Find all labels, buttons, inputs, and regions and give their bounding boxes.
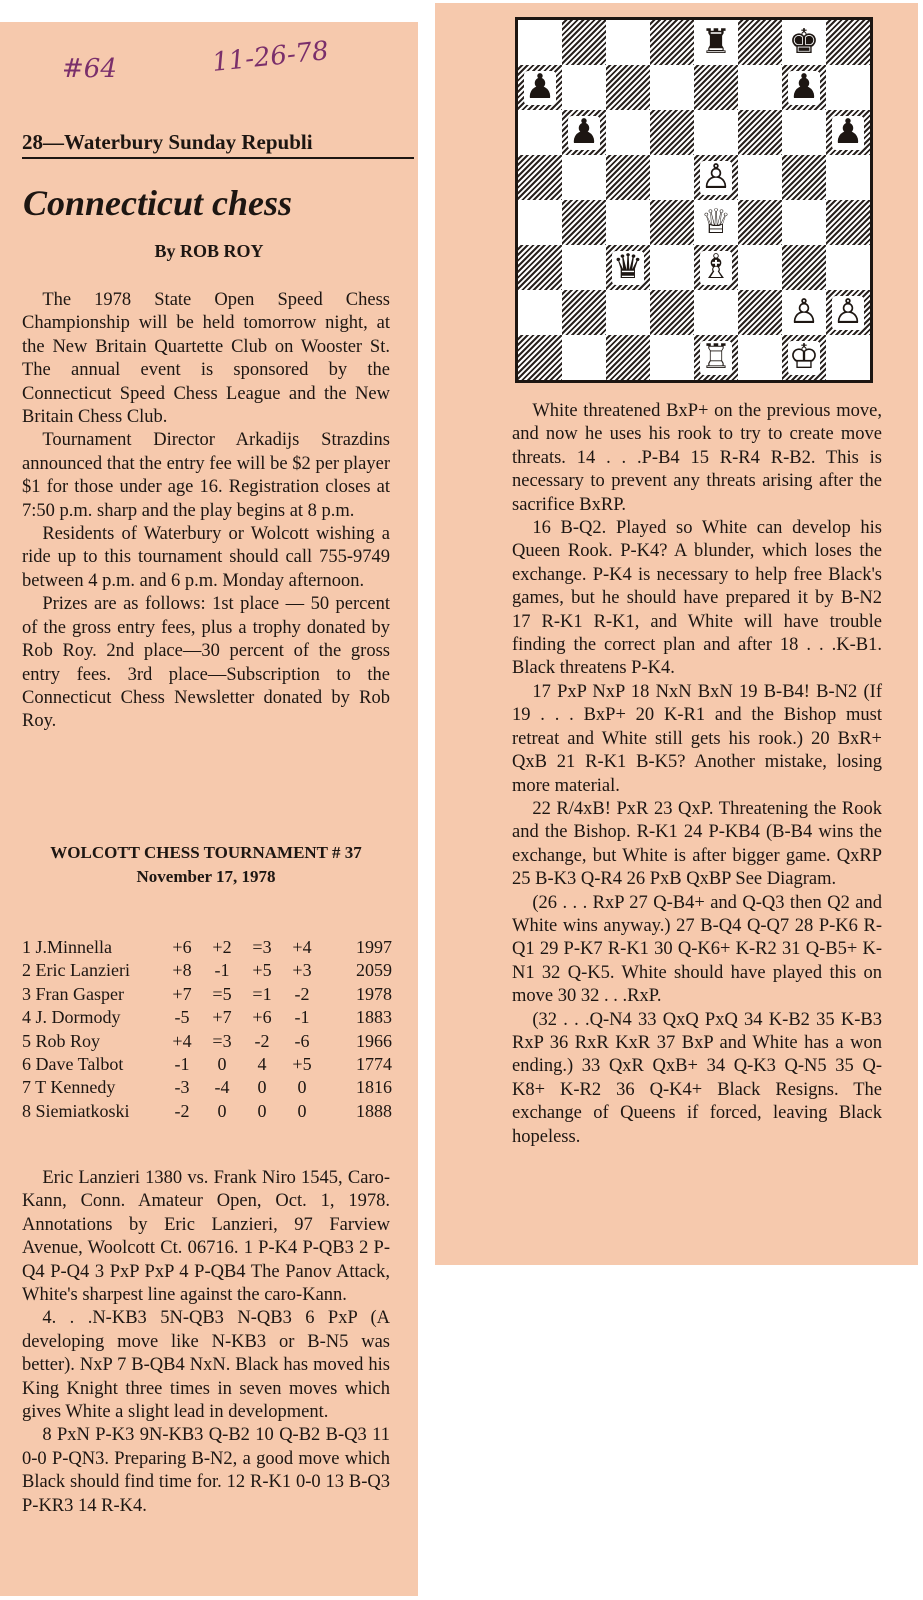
standings-name: 1 J.Minnella <box>22 937 112 957</box>
standings-r2: +7 <box>212 1007 232 1028</box>
board-square <box>782 110 826 155</box>
intro-paragraph: Tournament Director Arkadijs Strazdins announced that the entry fee will be $2 per player $1 for those under age 16. Registration closes at 7:50 p.m. sharp and the play begins at 8 p.m. <box>22 430 390 521</box>
standings-r4: -2 <box>294 983 310 1004</box>
board-square <box>606 200 650 245</box>
standings-row <box>22 1100 392 1123</box>
board-square <box>738 200 782 245</box>
standings-r3: =1 <box>252 983 272 1004</box>
board-square <box>650 20 694 65</box>
article-byline: By ROB ROY <box>154 241 264 261</box>
board-square <box>694 110 738 155</box>
newspaper-dateline: 28—Waterbury Sunday Republi <box>22 130 414 159</box>
board-square <box>738 110 782 155</box>
standings-r3: +6 <box>252 1007 272 1028</box>
standings-r3: 0 <box>257 1100 267 1121</box>
standings-r3: -2 <box>254 1030 270 1051</box>
board-square <box>782 65 826 110</box>
standings-r2: =5 <box>212 983 232 1004</box>
board-square <box>650 290 694 335</box>
board-square <box>562 335 606 380</box>
standings-r4: +4 <box>292 937 312 957</box>
standings-r4: -6 <box>294 1030 310 1051</box>
tournament-title: WOLCOTT CHESS TOURNAMENT # 37 <box>50 843 362 862</box>
board-square <box>562 155 606 200</box>
standings-rating: 2059 <box>356 960 392 981</box>
standings-row <box>22 983 392 1006</box>
board-square <box>518 110 562 155</box>
board-square <box>694 20 738 65</box>
board-square <box>518 245 562 290</box>
article-headline: Connecticut chess <box>23 183 293 223</box>
standings-rating: 1997 <box>356 937 392 957</box>
board-square <box>782 155 826 200</box>
board-square <box>650 110 694 155</box>
board-square <box>562 110 606 155</box>
board-square <box>562 20 606 65</box>
game-notes <box>22 1167 390 1518</box>
standings-r1: -2 <box>174 1100 190 1121</box>
standings-r1: -1 <box>174 1054 190 1075</box>
chess-piece: ♟ <box>568 113 600 151</box>
standings-r3: 0 <box>257 1077 267 1098</box>
board-square <box>826 65 870 110</box>
board-square <box>694 65 738 110</box>
standings-name: 6 Dave Talbot <box>22 1054 124 1075</box>
standings-r2: -1 <box>214 960 230 981</box>
annotation-paragraph: 16 B-Q2. Played so White can develop his Queen Rook. P-K4? A blunder, which loses the exchange. P-K4 is necessary to help free Black's games, but he should have prepared it by B-N2 17 R-K1 R-K1, and White will have trouble finding the correct plan and after 18 . . .K-B1. Black threatens P-K4. <box>512 518 882 679</box>
handwritten-date: 11-26-78 <box>210 35 331 79</box>
board-square <box>826 155 870 200</box>
board-square <box>606 245 650 290</box>
standings-r2: 0 <box>217 1100 227 1121</box>
standings-r3: =3 <box>252 937 272 957</box>
standings-r2: 0 <box>217 1054 227 1075</box>
board-square <box>650 245 694 290</box>
chess-piece: ♙ <box>700 158 732 196</box>
standings-rating: 1774 <box>356 1054 392 1075</box>
intro-paragraph: Prizes are as follows: 1st place — 50 percent of the gross entry fees, plus a trophy donated by Rob Roy. 2nd place—30 percent of the gross entry fees. 3rd place—Subscription to the Connecticut Chess Newsletter donated by Rob Roy. <box>22 594 390 732</box>
board-square <box>694 245 738 290</box>
board-square <box>694 290 738 335</box>
annotation-paragraph: 22 R/4xB! PxR 23 QxP. Threatening the Rook and the Bishop. R-K1 24 P-KB4 (B-B4 wins the exchange, but White is after bigger game. QxRP 25 B-K3 Q-R4 26 PxB QxBP See Diagram. <box>512 798 882 890</box>
chess-piece: ♙ <box>832 293 864 331</box>
standings-name: 7 T Kennedy <box>22 1077 116 1098</box>
board-square <box>650 335 694 380</box>
standings-rating: 1966 <box>356 1030 392 1051</box>
board-square <box>782 20 826 65</box>
chess-piece: ♖ <box>700 338 732 376</box>
board-square <box>826 245 870 290</box>
board-square <box>738 155 782 200</box>
board-square <box>826 335 870 380</box>
standings-name: 4 J. Dormody <box>22 1007 121 1028</box>
board-square <box>738 335 782 380</box>
intro-paragraph: Residents of Waterbury or Wolcott wishing a ride up to this tournament should call 755-9749 between 4 p.m. and 6 p.m. Monday afternoon. <box>22 524 390 591</box>
board-square <box>738 290 782 335</box>
board-square <box>782 290 826 335</box>
standings-row <box>22 1006 392 1029</box>
board-square <box>518 200 562 245</box>
board-square <box>606 335 650 380</box>
board-square <box>606 155 650 200</box>
board-square <box>650 155 694 200</box>
chess-piece: ♗ <box>700 248 732 286</box>
standings-r4: +5 <box>292 1054 312 1075</box>
board-square <box>518 20 562 65</box>
board-square <box>562 290 606 335</box>
board-square <box>694 335 738 380</box>
standings-r4: +3 <box>292 960 312 981</box>
chess-piece: ♟ <box>524 68 556 106</box>
board-square <box>782 335 826 380</box>
board-square <box>738 20 782 65</box>
annotation-paragraph: (32 . . .Q-N4 33 QxQ PxQ 34 K-B2 35 K-B3 RxP 36 RxR KxR 37 BxP and White has a won ending.) 33 QxR QxB+ 34 Q-K3 Q-N5 35 Q-K8+ K-R2 36 Q-K4+ Black Resigns. The exchange of Queens if forced, leaving Black hopeless. <box>512 1009 882 1147</box>
standings-r1: +7 <box>172 983 192 1004</box>
board-square <box>826 110 870 155</box>
game-paragraph: 4. . .N-KB3 5N-QB3 N-QB3 6 PxP (A developing move like N-KB3 or B-N5 was better). NxP 7 B-QB4 NxN. Black has moved his King Knight three times in seven moves which gives White a slight lead in development. <box>22 1308 390 1423</box>
standings-r3: 4 <box>257 1054 267 1075</box>
board-square <box>518 290 562 335</box>
standings-row <box>22 936 392 959</box>
standings-r1: +8 <box>172 960 192 981</box>
standings-r2: +2 <box>212 937 232 957</box>
game-paragraph: Eric Lanzieri 1380 vs. Frank Niro 1545, Caro-Kann, Conn. Amateur Open, Oct. 1, 1978. Annotations by Eric Lanzieri, 97 Farview Avenue, Woolcott Ct. 06716. 1 P-K4 P-QB3 2 P-Q4 P-Q4 3 PxP PxP 4 P-QB4 The Panov Attack, White's sharpest line against the caro-Kann. <box>22 1168 390 1306</box>
intro-paragraph: The 1978 State Open Speed Chess Championship will be held tomorrow night, at the New Britain Quartette Club on Wooster St. The annual event is sponsored by the Connecticut Speed Chess League and the New Britain Chess Club. <box>22 290 390 428</box>
standings-r4: 0 <box>297 1100 307 1121</box>
standings-rating: 1888 <box>356 1100 392 1121</box>
chess-piece: ♕ <box>700 203 732 241</box>
annotation-paragraph: (26 . . . RxP 27 Q-B4+ and Q-Q3 then Q2 and White wins anyway.) 27 B-Q4 Q-Q7 28 P-K6 R-Q1 29 P-K7 R-K1 30 Q-K6+ K-R2 31 Q-B5+ K-N1 32 Q-K5. White should have played this on move 30 32 . . .RxP. <box>512 892 882 1007</box>
chess-diagram <box>515 17 873 383</box>
standings-r1: -5 <box>174 1007 190 1028</box>
standings-rating: 1816 <box>356 1077 392 1098</box>
chess-piece: ♟ <box>832 113 864 151</box>
standings-rating: 1978 <box>356 983 392 1004</box>
standings-r1: -3 <box>174 1077 190 1098</box>
standings-name: 5 Rob Roy <box>22 1030 101 1051</box>
standings-rating: 1883 <box>356 1007 392 1028</box>
board-square <box>694 200 738 245</box>
board-square <box>738 245 782 290</box>
board-square <box>782 245 826 290</box>
standings-row <box>22 959 392 982</box>
board-square <box>606 110 650 155</box>
board-square <box>694 155 738 200</box>
board-square <box>562 245 606 290</box>
handwritten-number: #64 <box>62 54 117 84</box>
standings-table <box>22 936 392 1123</box>
board-square <box>782 200 826 245</box>
board-square <box>562 200 606 245</box>
standings-r4: 0 <box>297 1077 307 1098</box>
standings-name: 3 Fran Gasper <box>22 983 124 1004</box>
chess-piece: ♜ <box>700 23 732 61</box>
board-square <box>518 155 562 200</box>
chess-piece: ♔ <box>788 338 820 376</box>
standings-row <box>22 1076 392 1099</box>
board-square <box>650 65 694 110</box>
board-square <box>606 20 650 65</box>
game-paragraph: 8 PxN P-K3 9N-KB3 Q-B2 10 Q-B2 B-Q3 11 0-0 P-QN3. Preparing B-N2, a good move which Black should find time for. 12 R-K1 0-0 13 B-Q3 P-KR3 14 R-K4. <box>22 1425 390 1516</box>
standings-r2: =3 <box>212 1030 232 1051</box>
tournament-date: November 17, 1978 <box>136 867 276 886</box>
board-square <box>562 65 606 110</box>
annotation-paragraph: 17 PxP NxP 18 NxN BxN 19 B-B4! B-N2 (If 19 . . . BxP+ 20 K-R1 and the Bishop must retreat and White still gets his rook.) 20 BxR+ QxB 21 R-K1 B-K5? Another mistake, losing more material. <box>512 681 882 796</box>
chess-piece: ♛ <box>612 248 644 286</box>
standings-row <box>22 1030 392 1053</box>
standings-r1: +6 <box>172 937 192 957</box>
standings-r2: -4 <box>214 1077 230 1098</box>
board-square <box>826 290 870 335</box>
standings-r1: +4 <box>172 1030 192 1051</box>
board-square <box>826 200 870 245</box>
standings-name: 2 Eric Lanzieri <box>22 960 130 981</box>
board-square <box>606 65 650 110</box>
board-square <box>518 335 562 380</box>
standings-r4: -1 <box>294 1007 310 1028</box>
board-square <box>518 65 562 110</box>
chess-piece: ♚ <box>788 23 820 61</box>
annotation-paragraph: White threatened BxP+ on the previous move, and now he uses his rook to try to create move threats. 14 . . .P-B4 15 R-R4 R-B2. This is necessary to prevent any threats arising after the sacrifice BxRP. <box>512 401 882 515</box>
standings-name: 8 Siemiatkoski <box>22 1100 130 1121</box>
standings-row <box>22 1053 392 1076</box>
intro-text <box>22 289 390 734</box>
board-square <box>826 20 870 65</box>
board-square <box>650 200 694 245</box>
chess-piece: ♟ <box>788 68 820 106</box>
board-square <box>738 65 782 110</box>
annotation-text <box>512 400 882 1149</box>
chess-piece: ♙ <box>788 293 820 331</box>
standings-r3: +5 <box>252 960 272 981</box>
board-square <box>606 290 650 335</box>
